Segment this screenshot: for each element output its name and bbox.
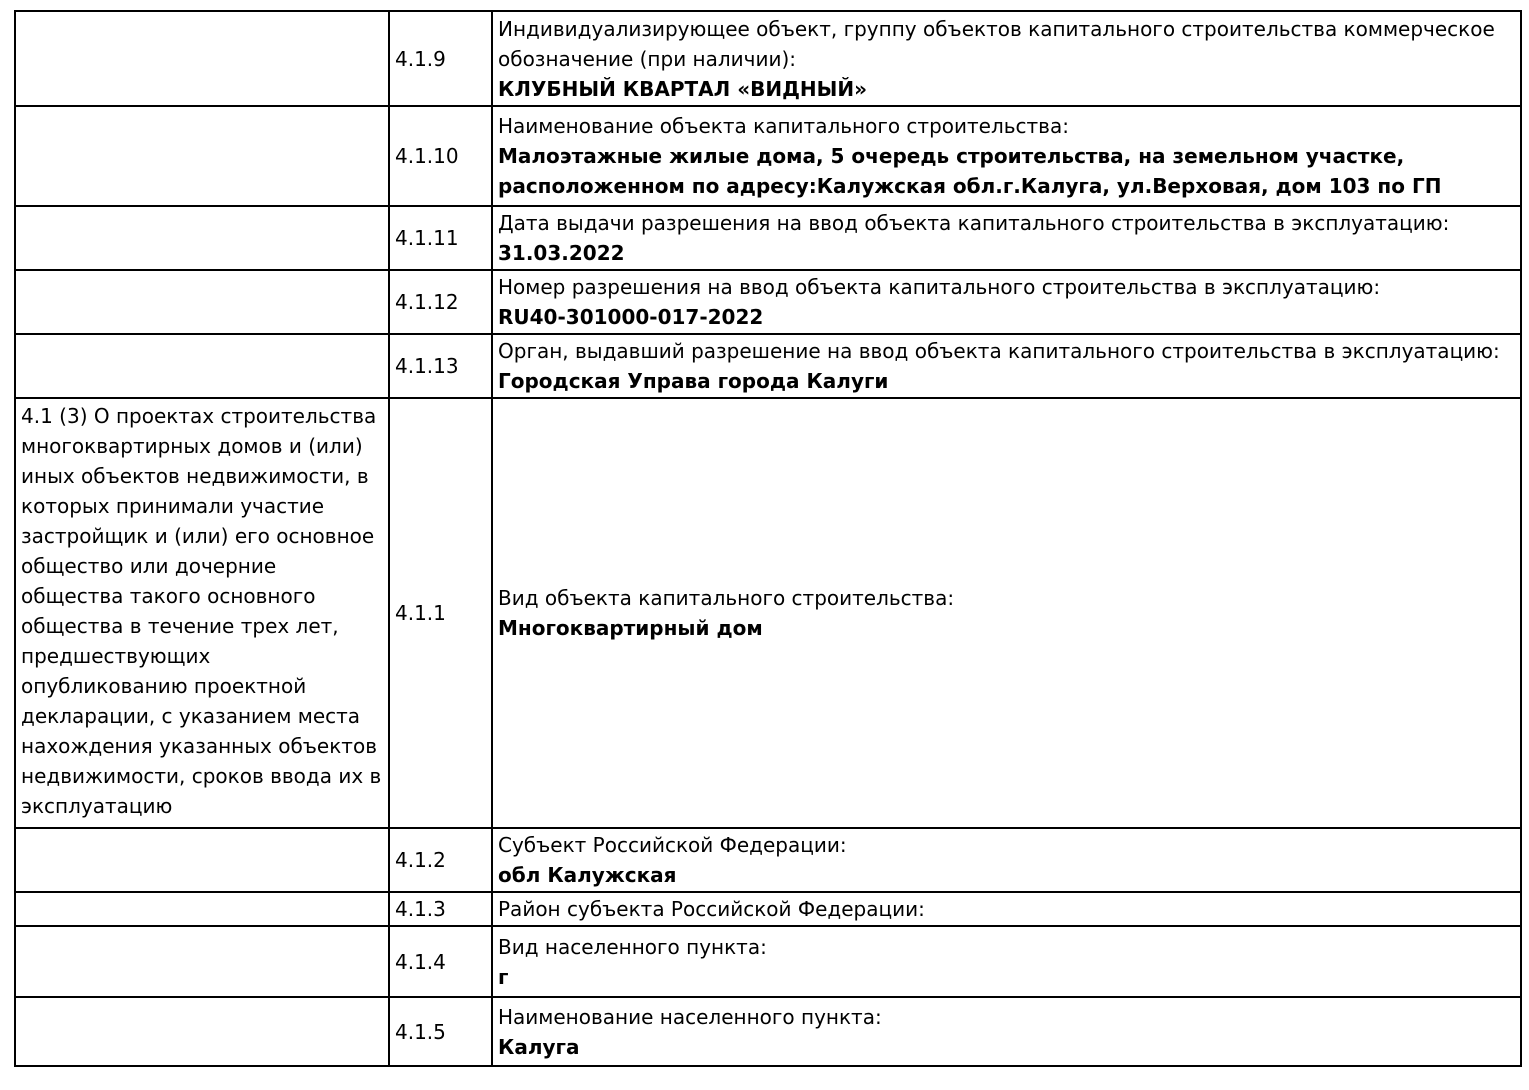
row-content bbox=[492, 11, 1521, 106]
row-content bbox=[492, 828, 1521, 892]
row-code: 4.1.1 bbox=[389, 398, 492, 828]
table-row bbox=[15, 997, 1521, 1066]
table-row bbox=[15, 892, 1521, 926]
field-label: Дата выдачи разрешения на ввод объекта капитального строительства в эксплуатацию: bbox=[498, 211, 1450, 235]
row-content bbox=[492, 892, 1521, 926]
row-description bbox=[15, 106, 389, 206]
row-code: 4.1.12 bbox=[389, 270, 492, 334]
row-content bbox=[492, 334, 1521, 398]
row-code: 4.1.11 bbox=[389, 206, 492, 270]
field-label: Район субъекта Российской Федерации: bbox=[498, 897, 925, 921]
field-label: Вид объекта капитального строительства: bbox=[498, 586, 955, 610]
row-code: 4.1.13 bbox=[389, 334, 492, 398]
field-value: Многоквартирный дом bbox=[498, 616, 763, 640]
table-row bbox=[15, 206, 1521, 270]
row-content bbox=[492, 398, 1521, 828]
row-description bbox=[15, 997, 389, 1066]
field-label: Орган, выдавший разрешение на ввод объекта капитального строительства в эксплуатацию: bbox=[498, 339, 1500, 363]
row-description bbox=[15, 11, 389, 106]
row-description bbox=[15, 892, 389, 926]
field-label: Наименование объекта капитального строительства: bbox=[498, 114, 1069, 138]
field-value: КЛУБНЫЙ КВАРТАЛ «ВИДНЫЙ» bbox=[498, 76, 868, 101]
row-content bbox=[492, 206, 1521, 270]
row-content bbox=[492, 106, 1521, 206]
table-row bbox=[15, 926, 1521, 997]
field-label: Индивидуализирующее объект, группу объектов капитального строительства коммерческое обозначение (при наличии): bbox=[498, 16, 1495, 71]
table-row bbox=[15, 11, 1521, 106]
row-content bbox=[492, 997, 1521, 1066]
row-content bbox=[492, 270, 1521, 334]
row-code: 4.1.5 bbox=[389, 997, 492, 1066]
table-row bbox=[15, 334, 1521, 398]
table-row bbox=[15, 106, 1521, 206]
row-description bbox=[15, 206, 389, 270]
field-value: 31.03.2022 bbox=[498, 241, 625, 265]
row-code: 4.1.3 bbox=[389, 892, 492, 926]
field-value: Городская Управа города Калуги bbox=[498, 369, 889, 393]
field-label: Наименование населенного пункта: bbox=[498, 1004, 882, 1029]
field-label: Вид населенного пункта: bbox=[498, 934, 767, 959]
field-value: обл Калужская bbox=[498, 863, 677, 887]
row-code: 4.1.2 bbox=[389, 828, 492, 892]
table-row bbox=[15, 828, 1521, 892]
table-row bbox=[15, 270, 1521, 334]
row-description bbox=[15, 334, 389, 398]
project-declaration-table bbox=[14, 10, 1522, 1067]
row-content bbox=[492, 926, 1521, 997]
row-description bbox=[15, 828, 389, 892]
field-value: Калуга bbox=[498, 1034, 580, 1059]
field-label: Субъект Российской Федерации: bbox=[498, 833, 847, 857]
row-description bbox=[15, 926, 389, 997]
field-value: г bbox=[498, 964, 509, 989]
row-code: 4.1.9 bbox=[389, 11, 492, 106]
row-code: 4.1.10 bbox=[389, 106, 492, 206]
table-row bbox=[15, 398, 1521, 828]
field-value: RU40-301000-017-2022 bbox=[498, 305, 764, 329]
row-description: 4.1 (3) О проектах строительства многоквартирных домов и (или) иных объектов недвижимости, в которых принимали участие застройщик и (или) его основное общество или дочерние общества такого основного общества в течение трех лет, предшествующих опубликованию проектной декларации, с указанием места нахождения указанных объектов недвижимости, сроков ввода их в эксплуатацию bbox=[15, 398, 389, 828]
row-description bbox=[15, 270, 389, 334]
field-value: Малоэтажные жилые дома, 5 очередь строительства, на земельном участке, расположенном по адресу:Калужская обл.г.Калуга, ул.Верховая, дом 103 по ГП bbox=[498, 144, 1442, 198]
row-code: 4.1.4 bbox=[389, 926, 492, 997]
field-label: Номер разрешения на ввод объекта капитального строительства в эксплуатацию: bbox=[498, 275, 1381, 299]
